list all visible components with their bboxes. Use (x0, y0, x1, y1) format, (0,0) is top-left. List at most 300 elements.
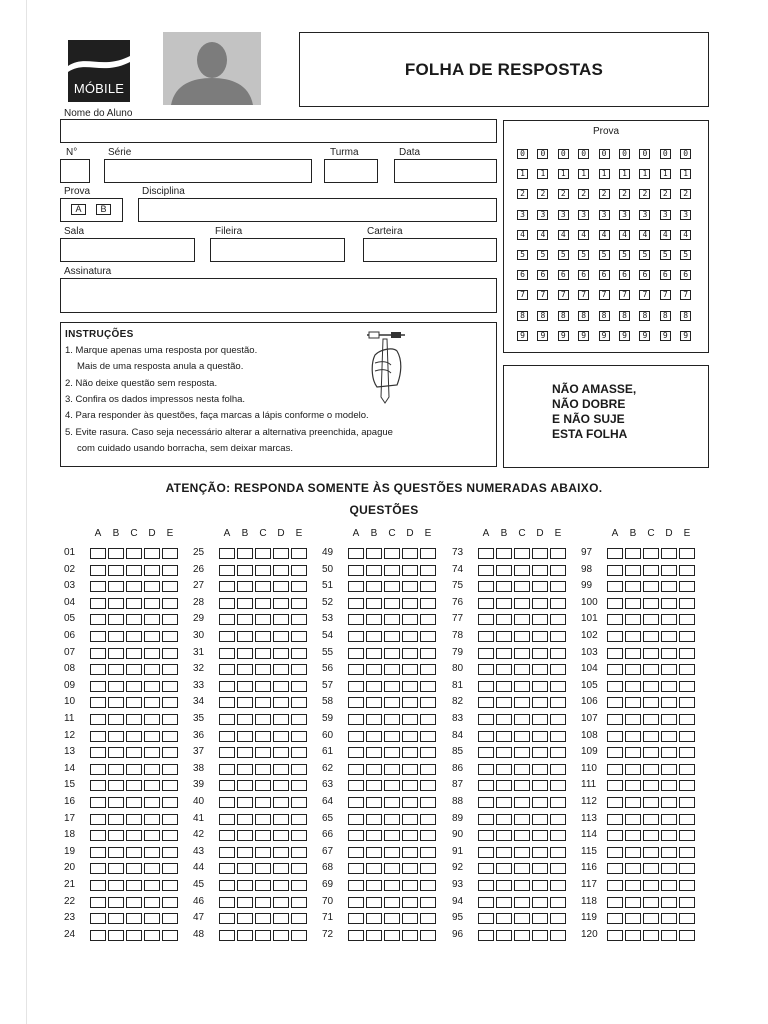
prova-digit-bubble[interactable]: 5 (599, 250, 610, 260)
prova-digit-bubble[interactable]: 3 (578, 210, 589, 220)
answer-bubble-c[interactable] (255, 598, 271, 609)
answer-bubble-a[interactable] (478, 631, 494, 642)
answer-bubble-d[interactable] (661, 747, 677, 758)
prova-digit-bubble[interactable]: 8 (578, 311, 589, 321)
answer-bubble-d[interactable] (402, 930, 418, 941)
answer-bubble-a[interactable] (478, 863, 494, 874)
answer-bubble-a[interactable] (348, 614, 364, 625)
answer-bubble-a[interactable] (348, 913, 364, 924)
answer-bubble-e[interactable] (291, 631, 307, 642)
answer-bubble-b[interactable] (366, 747, 382, 758)
answer-bubble-e[interactable] (420, 880, 436, 891)
prova-digit-bubble[interactable]: 7 (558, 290, 569, 300)
answer-bubble-d[interactable] (144, 548, 160, 559)
prova-digit-bubble[interactable]: 1 (578, 169, 589, 179)
answer-bubble-b[interactable] (108, 565, 124, 576)
answer-bubble-d[interactable] (532, 681, 548, 692)
answer-bubble-e[interactable] (420, 764, 436, 775)
answer-bubble-c[interactable] (126, 797, 142, 808)
answer-bubble-d[interactable] (144, 581, 160, 592)
answer-bubble-a[interactable] (90, 697, 106, 708)
answer-bubble-c[interactable] (514, 863, 530, 874)
answer-bubble-b[interactable] (237, 631, 253, 642)
answer-bubble-d[interactable] (532, 697, 548, 708)
answer-bubble-a[interactable] (348, 548, 364, 559)
answer-bubble-a[interactable] (348, 631, 364, 642)
answer-bubble-d[interactable] (532, 913, 548, 924)
answer-bubble-c[interactable] (384, 614, 400, 625)
answer-bubble-e[interactable] (162, 731, 178, 742)
answer-bubble-a[interactable] (478, 581, 494, 592)
prova-digit-bubble[interactable]: 2 (517, 189, 528, 199)
answer-bubble-b[interactable] (366, 714, 382, 725)
answer-bubble-a[interactable] (90, 664, 106, 675)
answer-bubble-c[interactable] (643, 797, 659, 808)
answer-bubble-a[interactable] (607, 565, 623, 576)
answer-bubble-c[interactable] (126, 764, 142, 775)
prova-digit-bubble[interactable]: 9 (599, 331, 610, 341)
answer-bubble-a[interactable] (478, 714, 494, 725)
answer-bubble-e[interactable] (550, 598, 566, 609)
answer-bubble-e[interactable] (550, 614, 566, 625)
answer-bubble-e[interactable] (162, 814, 178, 825)
answer-bubble-c[interactable] (643, 731, 659, 742)
answer-bubble-e[interactable] (679, 614, 695, 625)
answer-bubble-c[interactable] (643, 614, 659, 625)
answer-bubble-d[interactable] (273, 681, 289, 692)
answer-bubble-c[interactable] (384, 814, 400, 825)
answer-bubble-d[interactable] (661, 847, 677, 858)
answer-bubble-c[interactable] (126, 897, 142, 908)
answer-bubble-d[interactable] (532, 614, 548, 625)
answer-bubble-e[interactable] (162, 631, 178, 642)
answer-bubble-c[interactable] (255, 548, 271, 559)
answer-bubble-d[interactable] (273, 714, 289, 725)
prova-digit-bubble[interactable]: 7 (517, 290, 528, 300)
answer-bubble-d[interactable] (402, 648, 418, 659)
answer-bubble-c[interactable] (643, 581, 659, 592)
answer-bubble-a[interactable] (90, 764, 106, 775)
answer-bubble-a[interactable] (219, 764, 235, 775)
answer-bubble-d[interactable] (661, 648, 677, 659)
answer-bubble-a[interactable] (478, 897, 494, 908)
answer-bubble-d[interactable] (273, 565, 289, 576)
answer-bubble-c[interactable] (643, 897, 659, 908)
answer-bubble-e[interactable] (679, 863, 695, 874)
answer-bubble-b[interactable] (237, 664, 253, 675)
answer-bubble-e[interactable] (679, 565, 695, 576)
answer-bubble-d[interactable] (661, 880, 677, 891)
answer-bubble-a[interactable] (219, 830, 235, 841)
answer-bubble-c[interactable] (255, 664, 271, 675)
answer-bubble-e[interactable] (420, 648, 436, 659)
answer-bubble-a[interactable] (478, 598, 494, 609)
answer-bubble-e[interactable] (291, 697, 307, 708)
answer-bubble-b[interactable] (108, 714, 124, 725)
prova-digit-bubble[interactable]: 9 (660, 331, 671, 341)
prova-digit-bubble[interactable]: 8 (517, 311, 528, 321)
answer-bubble-e[interactable] (291, 648, 307, 659)
answer-bubble-b[interactable] (496, 814, 512, 825)
answer-bubble-e[interactable] (679, 897, 695, 908)
answer-bubble-a[interactable] (348, 797, 364, 808)
answer-bubble-a[interactable] (219, 847, 235, 858)
answer-bubble-d[interactable] (661, 614, 677, 625)
prova-digit-bubble[interactable]: 6 (660, 270, 671, 280)
answer-bubble-b[interactable] (496, 548, 512, 559)
answer-bubble-a[interactable] (219, 631, 235, 642)
prova-digit-bubble[interactable]: 9 (578, 331, 589, 341)
answer-bubble-d[interactable] (402, 897, 418, 908)
answer-bubble-a[interactable] (478, 548, 494, 559)
answer-bubble-b[interactable] (366, 897, 382, 908)
answer-bubble-d[interactable] (273, 697, 289, 708)
answer-bubble-d[interactable] (661, 598, 677, 609)
answer-bubble-a[interactable] (219, 747, 235, 758)
answer-bubble-b[interactable] (496, 631, 512, 642)
answer-bubble-c[interactable] (255, 780, 271, 791)
answer-bubble-b[interactable] (496, 681, 512, 692)
prova-digit-bubble[interactable]: 2 (558, 189, 569, 199)
answer-bubble-b[interactable] (108, 581, 124, 592)
answer-bubble-c[interactable] (643, 764, 659, 775)
prova-digit-bubble[interactable]: 6 (537, 270, 548, 280)
answer-bubble-c[interactable] (514, 648, 530, 659)
answer-bubble-a[interactable] (90, 614, 106, 625)
answer-bubble-a[interactable] (90, 880, 106, 891)
answer-bubble-a[interactable] (478, 797, 494, 808)
answer-bubble-d[interactable] (532, 714, 548, 725)
answer-bubble-a[interactable] (607, 913, 623, 924)
answer-bubble-b[interactable] (108, 631, 124, 642)
answer-bubble-a[interactable] (348, 581, 364, 592)
answer-bubble-c[interactable] (126, 681, 142, 692)
answer-bubble-e[interactable] (679, 847, 695, 858)
answer-bubble-d[interactable] (402, 747, 418, 758)
prova-digit-bubble[interactable]: 4 (537, 230, 548, 240)
answer-bubble-c[interactable] (514, 830, 530, 841)
answer-bubble-d[interactable] (532, 648, 548, 659)
answer-bubble-b[interactable] (108, 614, 124, 625)
answer-bubble-c[interactable] (255, 731, 271, 742)
answer-bubble-b[interactable] (496, 797, 512, 808)
prova-digit-bubble[interactable]: 7 (680, 290, 691, 300)
answer-bubble-a[interactable] (219, 897, 235, 908)
answer-bubble-c[interactable] (384, 581, 400, 592)
answer-bubble-c[interactable] (384, 797, 400, 808)
answer-bubble-b[interactable] (625, 863, 641, 874)
answer-bubble-e[interactable] (291, 863, 307, 874)
answer-bubble-b[interactable] (625, 913, 641, 924)
answer-bubble-a[interactable] (348, 565, 364, 576)
prova-digit-bubble[interactable]: 5 (619, 250, 630, 260)
answer-bubble-c[interactable] (126, 565, 142, 576)
answer-bubble-b[interactable] (496, 880, 512, 891)
prova-digit-bubble[interactable]: 2 (578, 189, 589, 199)
answer-bubble-a[interactable] (478, 648, 494, 659)
prova-digit-bubble[interactable]: 3 (680, 210, 691, 220)
answer-bubble-c[interactable] (643, 598, 659, 609)
answer-bubble-a[interactable] (90, 897, 106, 908)
answer-bubble-d[interactable] (144, 598, 160, 609)
answer-bubble-e[interactable] (291, 880, 307, 891)
answer-bubble-b[interactable] (237, 681, 253, 692)
answer-bubble-b[interactable] (237, 731, 253, 742)
answer-bubble-a[interactable] (607, 814, 623, 825)
prova-digit-bubble[interactable]: 1 (517, 169, 528, 179)
answer-bubble-a[interactable] (219, 648, 235, 659)
answer-bubble-b[interactable] (237, 780, 253, 791)
answer-bubble-e[interactable] (679, 664, 695, 675)
answer-bubble-a[interactable] (607, 614, 623, 625)
answer-bubble-a[interactable] (478, 565, 494, 576)
answer-bubble-c[interactable] (126, 697, 142, 708)
answer-bubble-a[interactable] (348, 598, 364, 609)
answer-bubble-a[interactable] (90, 780, 106, 791)
answer-bubble-a[interactable] (90, 847, 106, 858)
answer-bubble-d[interactable] (144, 913, 160, 924)
answer-bubble-a[interactable] (90, 731, 106, 742)
answer-bubble-d[interactable] (402, 814, 418, 825)
answer-bubble-d[interactable] (532, 747, 548, 758)
answer-bubble-b[interactable] (108, 847, 124, 858)
prova-digit-bubble[interactable]: 9 (619, 331, 630, 341)
answer-bubble-c[interactable] (126, 648, 142, 659)
answer-bubble-e[interactable] (162, 664, 178, 675)
answer-bubble-e[interactable] (550, 797, 566, 808)
answer-bubble-e[interactable] (550, 913, 566, 924)
answer-bubble-a[interactable] (348, 731, 364, 742)
answer-bubble-c[interactable] (126, 913, 142, 924)
answer-bubble-b[interactable] (108, 697, 124, 708)
answer-bubble-b[interactable] (366, 913, 382, 924)
answer-bubble-b[interactable] (496, 581, 512, 592)
answer-bubble-e[interactable] (291, 581, 307, 592)
answer-bubble-d[interactable] (661, 565, 677, 576)
prova-digit-bubble[interactable]: 3 (639, 210, 650, 220)
answer-bubble-a[interactable] (348, 697, 364, 708)
answer-bubble-b[interactable] (366, 764, 382, 775)
answer-bubble-d[interactable] (144, 648, 160, 659)
answer-bubble-d[interactable] (402, 797, 418, 808)
answer-bubble-e[interactable] (420, 930, 436, 941)
answer-bubble-a[interactable] (90, 648, 106, 659)
answer-bubble-a[interactable] (90, 747, 106, 758)
prova-digit-bubble[interactable]: 0 (639, 149, 650, 159)
answer-bubble-d[interactable] (661, 731, 677, 742)
answer-bubble-b[interactable] (366, 780, 382, 791)
answer-bubble-e[interactable] (420, 664, 436, 675)
answer-bubble-b[interactable] (237, 747, 253, 758)
answer-bubble-d[interactable] (532, 581, 548, 592)
answer-bubble-b[interactable] (108, 764, 124, 775)
answer-bubble-b[interactable] (366, 847, 382, 858)
answer-bubble-c[interactable] (643, 697, 659, 708)
answer-bubble-d[interactable] (273, 747, 289, 758)
answer-bubble-d[interactable] (273, 913, 289, 924)
prova-digit-bubble[interactable]: 7 (578, 290, 589, 300)
answer-bubble-e[interactable] (550, 648, 566, 659)
answer-bubble-b[interactable] (366, 697, 382, 708)
answer-bubble-a[interactable] (607, 548, 623, 559)
answer-bubble-c[interactable] (384, 565, 400, 576)
answer-bubble-a[interactable] (348, 681, 364, 692)
answer-bubble-c[interactable] (255, 614, 271, 625)
answer-bubble-c[interactable] (643, 880, 659, 891)
answer-bubble-e[interactable] (291, 731, 307, 742)
prova-digit-bubble[interactable]: 3 (537, 210, 548, 220)
answer-bubble-b[interactable] (366, 548, 382, 559)
answer-bubble-c[interactable] (255, 847, 271, 858)
answer-bubble-c[interactable] (384, 714, 400, 725)
answer-bubble-b[interactable] (625, 548, 641, 559)
sala-field[interactable] (60, 238, 195, 262)
answer-bubble-d[interactable] (532, 830, 548, 841)
prova-digit-bubble[interactable]: 3 (558, 210, 569, 220)
prova-digit-bubble[interactable]: 9 (537, 331, 548, 341)
answer-bubble-c[interactable] (643, 930, 659, 941)
answer-bubble-e[interactable] (162, 764, 178, 775)
answer-bubble-e[interactable] (550, 681, 566, 692)
answer-bubble-c[interactable] (643, 714, 659, 725)
answer-bubble-d[interactable] (402, 697, 418, 708)
answer-bubble-b[interactable] (108, 731, 124, 742)
answer-bubble-b[interactable] (237, 598, 253, 609)
answer-bubble-a[interactable] (90, 863, 106, 874)
answer-bubble-a[interactable] (90, 598, 106, 609)
answer-bubble-a[interactable] (219, 614, 235, 625)
answer-bubble-d[interactable] (144, 880, 160, 891)
assinatura-field[interactable] (60, 278, 497, 313)
answer-bubble-a[interactable] (219, 565, 235, 576)
answer-bubble-a[interactable] (607, 731, 623, 742)
answer-bubble-e[interactable] (162, 747, 178, 758)
answer-bubble-b[interactable] (108, 814, 124, 825)
answer-bubble-c[interactable] (126, 880, 142, 891)
answer-bubble-b[interactable] (108, 780, 124, 791)
answer-bubble-d[interactable] (661, 830, 677, 841)
answer-bubble-a[interactable] (607, 714, 623, 725)
answer-bubble-a[interactable] (348, 897, 364, 908)
answer-bubble-c[interactable] (514, 631, 530, 642)
answer-bubble-e[interactable] (550, 930, 566, 941)
answer-bubble-e[interactable] (291, 747, 307, 758)
answer-bubble-c[interactable] (643, 780, 659, 791)
answer-bubble-c[interactable] (514, 880, 530, 891)
answer-bubble-a[interactable] (219, 697, 235, 708)
answer-bubble-c[interactable] (384, 764, 400, 775)
answer-bubble-c[interactable] (255, 913, 271, 924)
nome-field[interactable] (60, 119, 497, 143)
answer-bubble-e[interactable] (550, 714, 566, 725)
answer-bubble-a[interactable] (478, 731, 494, 742)
answer-bubble-b[interactable] (366, 863, 382, 874)
answer-bubble-b[interactable] (625, 598, 641, 609)
answer-bubble-b[interactable] (366, 598, 382, 609)
answer-bubble-a[interactable] (607, 747, 623, 758)
prova-digit-bubble[interactable]: 0 (537, 149, 548, 159)
answer-bubble-e[interactable] (291, 614, 307, 625)
answer-bubble-c[interactable] (255, 631, 271, 642)
answer-bubble-c[interactable] (643, 847, 659, 858)
answer-bubble-d[interactable] (144, 863, 160, 874)
answer-bubble-c[interactable] (514, 847, 530, 858)
answer-bubble-e[interactable] (291, 830, 307, 841)
answer-bubble-a[interactable] (607, 863, 623, 874)
prova-digit-bubble[interactable]: 2 (619, 189, 630, 199)
answer-bubble-a[interactable] (478, 830, 494, 841)
answer-bubble-d[interactable] (402, 681, 418, 692)
answer-bubble-c[interactable] (126, 581, 142, 592)
answer-bubble-d[interactable] (532, 780, 548, 791)
prova-digit-bubble[interactable]: 1 (680, 169, 691, 179)
answer-bubble-a[interactable] (348, 664, 364, 675)
answer-bubble-c[interactable] (514, 697, 530, 708)
prova-digit-bubble[interactable]: 5 (517, 250, 528, 260)
prova-digit-bubble[interactable]: 4 (639, 230, 650, 240)
answer-bubble-d[interactable] (402, 880, 418, 891)
answer-bubble-a[interactable] (219, 681, 235, 692)
prova-digit-bubble[interactable]: 2 (680, 189, 691, 199)
answer-bubble-d[interactable] (144, 631, 160, 642)
prova-digit-bubble[interactable]: 1 (558, 169, 569, 179)
answer-bubble-b[interactable] (496, 614, 512, 625)
answer-bubble-b[interactable] (496, 714, 512, 725)
answer-bubble-c[interactable] (255, 897, 271, 908)
answer-bubble-b[interactable] (496, 930, 512, 941)
answer-bubble-e[interactable] (162, 797, 178, 808)
answer-bubble-e[interactable] (162, 863, 178, 874)
answer-bubble-c[interactable] (514, 930, 530, 941)
answer-bubble-e[interactable] (420, 797, 436, 808)
answer-bubble-a[interactable] (219, 664, 235, 675)
answer-bubble-c[interactable] (384, 664, 400, 675)
answer-bubble-c[interactable] (514, 780, 530, 791)
prova-digit-bubble[interactable]: 5 (680, 250, 691, 260)
answer-bubble-e[interactable] (291, 780, 307, 791)
prova-digit-bubble[interactable]: 9 (639, 331, 650, 341)
answer-bubble-b[interactable] (366, 930, 382, 941)
answer-bubble-e[interactable] (550, 581, 566, 592)
answer-bubble-c[interactable] (514, 565, 530, 576)
answer-bubble-b[interactable] (108, 548, 124, 559)
answer-bubble-e[interactable] (291, 930, 307, 941)
prova-digit-bubble[interactable]: 8 (660, 311, 671, 321)
answer-bubble-c[interactable] (384, 548, 400, 559)
answer-bubble-c[interactable] (514, 814, 530, 825)
answer-bubble-e[interactable] (420, 897, 436, 908)
answer-bubble-e[interactable] (679, 880, 695, 891)
answer-bubble-e[interactable] (291, 797, 307, 808)
prova-digit-bubble[interactable]: 7 (599, 290, 610, 300)
answer-bubble-b[interactable] (366, 681, 382, 692)
answer-bubble-d[interactable] (273, 863, 289, 874)
answer-bubble-b[interactable] (108, 598, 124, 609)
answer-bubble-e[interactable] (550, 814, 566, 825)
answer-bubble-d[interactable] (144, 614, 160, 625)
answer-bubble-b[interactable] (625, 731, 641, 742)
prova-digit-bubble[interactable]: 5 (578, 250, 589, 260)
answer-bubble-c[interactable] (514, 747, 530, 758)
answer-bubble-d[interactable] (532, 797, 548, 808)
answer-bubble-c[interactable] (643, 863, 659, 874)
answer-bubble-c[interactable] (384, 648, 400, 659)
answer-bubble-b[interactable] (237, 548, 253, 559)
answer-bubble-c[interactable] (126, 548, 142, 559)
answer-bubble-b[interactable] (108, 880, 124, 891)
prova-digit-bubble[interactable]: 3 (660, 210, 671, 220)
answer-bubble-d[interactable] (402, 764, 418, 775)
